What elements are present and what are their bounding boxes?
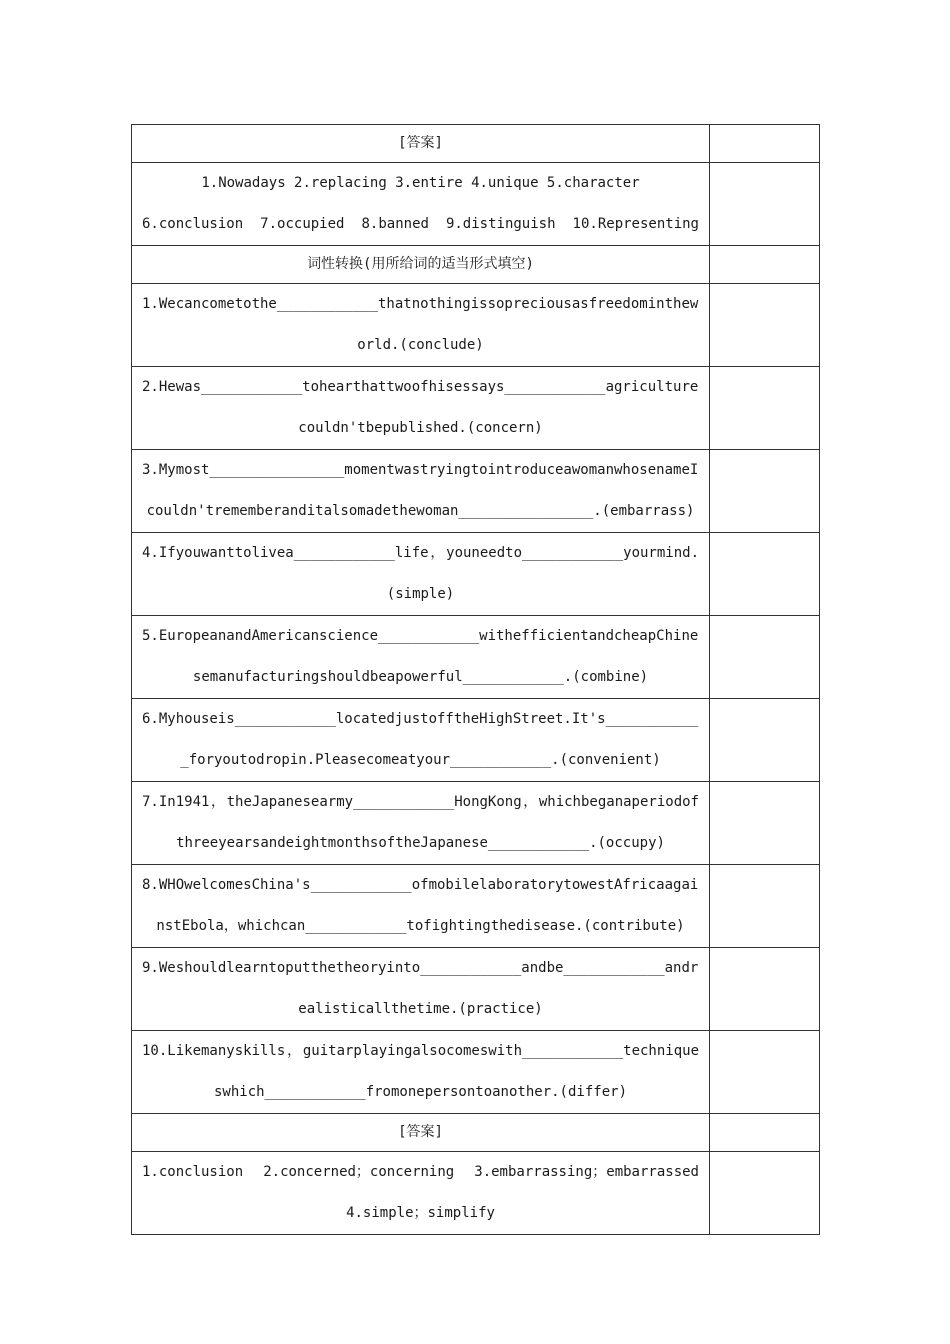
question-row: [132, 616, 820, 699]
question-row: [132, 1031, 820, 1114]
answers-line-2: 6.conclusion 7.occupied 8.banned 9.distinguish 10.Representing: [142, 216, 699, 232]
question-cell: [132, 699, 710, 782]
question-row: [132, 533, 820, 616]
answers-row: [132, 1152, 820, 1235]
question-row: [132, 948, 820, 1031]
side-cell: [710, 125, 820, 163]
question-line-2: threeyearsandeightmonthsoftheJapanese____________.(occupy): [176, 835, 665, 851]
side-cell: [710, 1031, 820, 1114]
question-line-1: 1.Wecancometothe____________thatnothingissopreciousasfreedominthew: [142, 296, 699, 312]
exercise-table: [131, 124, 820, 1235]
question-line-1: 3.Mymost________________momentwastryingtointroduceawomanwhosenameI: [142, 462, 699, 478]
question-row: [132, 367, 820, 450]
question-line-2: (simple): [386, 586, 455, 602]
side-cell: [710, 865, 820, 948]
answer-header-row: [132, 125, 820, 163]
answers-line-1: 1.conclusion 2.concerned；concerning 3.embarrassing；embarrassed: [142, 1164, 699, 1180]
question-row: [132, 284, 820, 367]
side-cell: [710, 699, 820, 782]
question-line-2: swhich____________fromonepersontoanother.(differ): [213, 1084, 627, 1100]
side-cell: [710, 1114, 820, 1152]
question-row: [132, 782, 820, 865]
question-line-2: ealisticallthetime.(practice): [298, 1001, 543, 1017]
side-cell: [710, 163, 820, 246]
side-cell: [710, 616, 820, 699]
side-cell: [710, 1152, 820, 1235]
answer-label: [答案]: [132, 1114, 710, 1152]
side-cell: [710, 367, 820, 450]
answers-row: [132, 163, 820, 246]
question-line-2: _foryoutodropin.Pleasecomeatyour____________.(convenient): [180, 752, 661, 768]
side-cell: [710, 533, 820, 616]
question-cell: [132, 367, 710, 450]
question-cell: [132, 284, 710, 367]
question-row: [132, 865, 820, 948]
question-cell: [132, 616, 710, 699]
question-line-1: 5.EuropeanandAmericanscience____________withefficientandcheapChine: [142, 628, 699, 644]
question-line-1: 7.In1941，theJapanesearmy____________HongKong，whichbeganaperiodof: [142, 794, 699, 810]
question-row: [132, 450, 820, 533]
question-line-1: 8.WHOwelcomesChina's____________ofmobilelaboratorytowestAfricaagai: [142, 877, 699, 893]
question-line-1: 6.Myhouseis____________locatedjustofftheHighStreet.It's___________: [142, 711, 699, 727]
question-line-1: 10.Likemanyskills，guitarplayingalsocomeswith____________technique: [142, 1043, 699, 1059]
question-line-1: 4.Ifyouwanttolivea____________life，youneedto____________yourmind.: [142, 545, 699, 561]
question-line-2: couldn'tbepublished.(concern): [298, 420, 543, 436]
question-cell: [132, 1031, 710, 1114]
question-line-1: 2.Hewas____________tohearthattwoofhisessays____________agriculture: [142, 379, 699, 395]
answers-cell: [132, 163, 710, 246]
question-line-2: orld.(conclude): [357, 337, 484, 353]
side-cell: [710, 246, 820, 284]
question-cell: [132, 948, 710, 1031]
question-line-2: nstEbola，whichcan____________tofightingthedisease.(contribute): [156, 918, 685, 934]
question-cell: [132, 450, 710, 533]
question-cell: [132, 782, 710, 865]
question-row: [132, 699, 820, 782]
side-cell: [710, 948, 820, 1031]
question-cell: [132, 865, 710, 948]
question-line-1: 9.Weshouldlearntoputthetheoryinto____________andbe____________andr: [142, 960, 699, 976]
answers-line-1: 1.Nowadays 2.replacing 3.entire 4.unique 5.character: [201, 175, 640, 191]
question-line-2: semanufacturingshouldbeapowerful____________.(combine): [192, 669, 649, 685]
side-cell: [710, 284, 820, 367]
answers-cell: [132, 1152, 710, 1235]
section-title-row: [132, 246, 820, 284]
section-title: 词性转换(用所给词的适当形式填空): [132, 246, 710, 284]
question-line-2: couldn'trememberanditalsomadethewoman________________.(embarrass): [146, 503, 695, 519]
side-cell: [710, 782, 820, 865]
answers-line-2: 4.simple；simplify: [346, 1205, 495, 1221]
answer-label: [答案]: [132, 125, 710, 163]
side-cell: [710, 450, 820, 533]
answer-header-row: [132, 1114, 820, 1152]
question-cell: [132, 533, 710, 616]
